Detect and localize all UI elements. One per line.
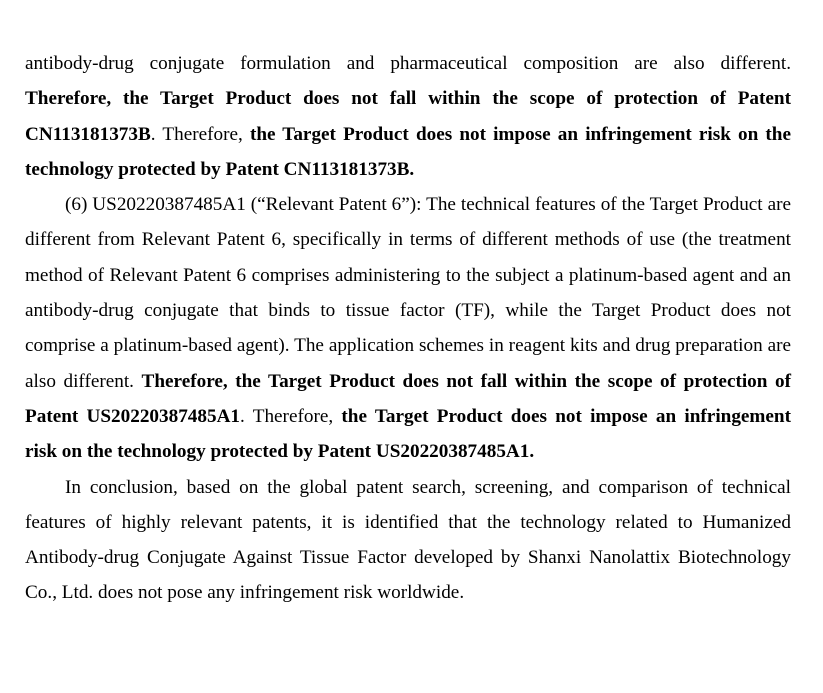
text-segment: . Therefore, [150,123,250,145]
paragraph-cn113181373b-conclusion [25,46,791,187]
text-segment: (6) US20220387485A1 (“Relevant Patent 6”): The technical features of the Target Product are different from Relevant Patent 6, specifically in terms of different methods of use (the treatment method of Relevant Patent 6 comprises administering to the subject a platinum-based agent and an antibody-drug conjugate that binds to tissue factor (TF), while the Target Product does not comprise a platinum-based agent). The application schemes in reagent kits and drug preparation are also different. [25,194,791,392]
bold-text-segment: Therefore, the Target Product does not fall within the scope of protection of Patent US20220387485A1 [25,370,791,427]
document-body [25,46,791,611]
paragraph-conclusion [25,470,791,611]
text-segment: antibody-drug conjugate formulation and pharmaceutical composition are also different. [25,53,791,74]
bold-text-segment: the Target Product does not impose an infringement risk on the technology protected by Patent CN113181373B. [25,123,791,180]
text-segment: . Therefore, [240,405,342,427]
paragraph-relevant-patent-6 [25,187,791,469]
text-segment: In conclusion, based on the global patent search, screening, and comparison of technical features of highly relevant patents, it is identified that the technology related to Humanized Antibody-drug Conjugate Against Tissue Factor developed by Shanxi Nanolattix Biotechnology Co., Ltd. does not pose any infringement risk worldwide. [25,476,791,604]
bold-text-segment: the Target Product does not impose an infringement risk on the technology protected by Patent US20220387485A1. [25,405,791,463]
bold-text-segment: Therefore, the Target Product does not fall within the scope of protection of Patent CN113181373B [25,88,791,145]
